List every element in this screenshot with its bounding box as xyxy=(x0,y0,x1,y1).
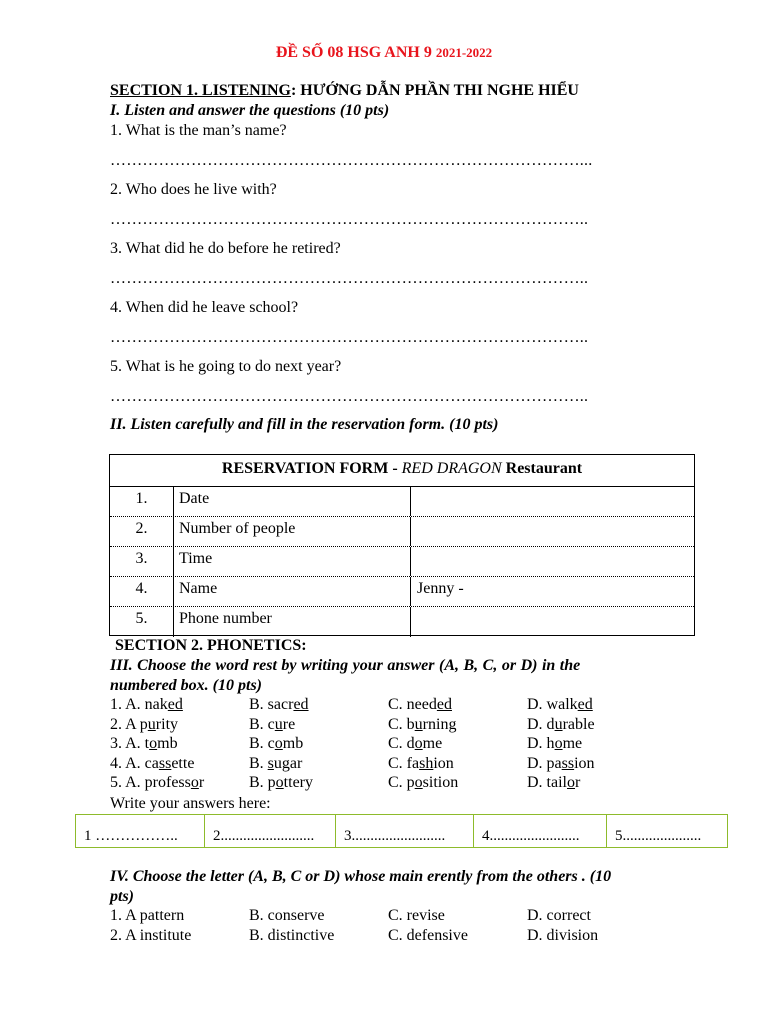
underlined-sound: o xyxy=(567,774,575,791)
part1-title: I. Listen and answer the questions (10 pts) xyxy=(110,102,390,119)
section1-label-rest: : HƯỚNG DẪN PHẦN THI NGHE HIỂU xyxy=(290,82,579,99)
phonetics-option: B. sacred xyxy=(249,696,309,713)
phonetics-option: B. comb xyxy=(249,735,304,752)
answer-line-2[interactable]: …………………………………………………………………………….. xyxy=(110,211,589,228)
row-field: Number of people xyxy=(174,517,411,546)
row-number: 1. xyxy=(110,487,174,516)
answer-box-4[interactable]: 4........................ xyxy=(474,815,607,847)
phonetics-option: C. position xyxy=(388,774,459,791)
row-value[interactable] xyxy=(411,517,694,546)
row-number: 3. xyxy=(110,547,174,576)
phonetics-option: D. tailor xyxy=(527,774,581,791)
phonetics-option: D. passion xyxy=(527,754,595,772)
row-number: 2. xyxy=(110,517,174,546)
reservation-row xyxy=(110,607,694,637)
reservation-row xyxy=(110,577,694,607)
phonetics-option: B. pottery xyxy=(249,774,313,791)
row-value[interactable] xyxy=(411,547,694,576)
reservation-row xyxy=(110,517,694,547)
underlined-sound: ed xyxy=(167,696,183,713)
row-value[interactable]: Jenny - xyxy=(417,580,464,597)
underlined-sound: u xyxy=(274,715,283,733)
underlined-sound: u xyxy=(147,715,156,733)
underlined-sound: o xyxy=(414,735,423,752)
phonetics-option: C. dome xyxy=(388,735,443,752)
part4-option: D. correct xyxy=(527,907,591,924)
underlined-sound: ed xyxy=(293,696,309,713)
part3-title-line1: III. Choose the word rest by writing your answer (A, B, C, or D) in the xyxy=(110,657,581,674)
question-5: 5. What is he going to do next year? xyxy=(110,358,342,375)
part4-option: C. defensive xyxy=(388,927,468,944)
part4-option: B. distinctive xyxy=(249,927,335,944)
part4-option: D. division xyxy=(527,927,599,944)
underlined-sound: ss xyxy=(561,754,575,772)
underlined-sound: o xyxy=(149,735,158,752)
part4-option: 2. A institute xyxy=(110,927,192,944)
underlined-sound: o xyxy=(275,774,284,791)
part4-title-line1: IV. Choose the letter (A, B, C or D) whose main erently from the others . (10 xyxy=(110,868,612,885)
exam-title-main: ĐỀ SỐ 08 HSG ANH 9 xyxy=(275,44,436,61)
part4-option: 1. A pattern xyxy=(110,907,185,924)
phonetics-option: 4. A. cassette xyxy=(110,754,195,772)
phonetics-option: D. durable xyxy=(527,715,595,733)
reservation-form-title xyxy=(110,455,694,487)
answer-line-3[interactable]: …………………………………………………………………………….. xyxy=(110,270,589,287)
underlined-sound: ed xyxy=(577,696,593,713)
row-field: Name xyxy=(174,577,411,606)
reservation-row xyxy=(110,547,694,577)
exam-title-year: 2021-2022 xyxy=(435,45,493,60)
underlined-sound: o xyxy=(274,735,283,752)
reservation-row xyxy=(110,487,694,517)
row-value[interactable] xyxy=(411,607,694,637)
underlined-sound: ss xyxy=(158,754,172,772)
phonetics-option: 5. A. professor xyxy=(110,774,205,791)
phonetics-option: D. walked xyxy=(527,696,593,713)
write-answers-label: Write your answers here: xyxy=(110,795,271,812)
phonetics-option: B. cure xyxy=(249,715,296,733)
phonetics-option: 1. A. naked xyxy=(110,696,183,713)
phonetics-option: C. needed xyxy=(388,696,452,713)
row-field: Date xyxy=(174,487,411,516)
section2-heading: SECTION 2. PHONETICS: xyxy=(115,637,307,654)
question-1: 1. What is the man’s name? xyxy=(110,122,287,139)
answer-box-1[interactable]: 1 …………….. xyxy=(76,815,205,847)
part3-title-line2: numbered box. (10 pts) xyxy=(110,677,262,694)
reservation-form xyxy=(109,454,695,636)
part2-title: II. Listen carefully and fill in the reservation form. (10 pts) xyxy=(110,416,499,433)
part4-title-line2: pts) xyxy=(110,888,134,905)
exam-title xyxy=(0,44,768,62)
phonetics-option: B. sugar xyxy=(249,754,303,772)
answer-box-row xyxy=(75,814,728,848)
section1-label: SECTION 1. LISTENING xyxy=(110,82,291,99)
section1-heading xyxy=(110,82,579,100)
answer-line-4[interactable]: …………………………………………………………………………….. xyxy=(110,329,589,346)
phonetics-option: 2. A purity xyxy=(110,715,179,733)
row-number: 5. xyxy=(110,607,174,637)
question-4: 4. When did he leave school? xyxy=(110,299,299,316)
phonetics-option: C. fashion xyxy=(388,754,454,772)
question-3: 3. What did he do before he retired? xyxy=(110,240,341,257)
reservation-title-c: Restaurant xyxy=(501,460,583,477)
reservation-title-restaurant: RED DRAGON xyxy=(401,460,502,477)
row-value[interactable] xyxy=(411,487,694,516)
part4-option: C. revise xyxy=(388,907,445,924)
row-number: 4. xyxy=(110,577,174,606)
answer-box-3[interactable]: 3......................... xyxy=(336,815,474,847)
answer-box-2[interactable]: 2......................... xyxy=(205,815,336,847)
answer-line-1[interactable]: ……………………………………………………………………………... xyxy=(110,152,593,169)
underlined-sound: sh xyxy=(419,754,434,772)
underlined-sound: s xyxy=(267,754,274,772)
question-2: 2. Who does he live with? xyxy=(110,181,277,198)
underlined-sound: o xyxy=(554,735,563,752)
row-field: Time xyxy=(174,547,411,576)
underlined-sound: ed xyxy=(436,696,452,713)
phonetics-option: 3. A. tomb xyxy=(110,735,178,752)
underlined-sound: o xyxy=(414,774,423,791)
underlined-sound: u xyxy=(554,715,563,733)
underlined-sound: o xyxy=(190,774,199,791)
answer-box-5[interactable]: 5..................... xyxy=(615,828,702,844)
phonetics-option: D. home xyxy=(527,735,583,752)
row-field: Phone number xyxy=(174,607,411,637)
underlined-sound: u xyxy=(414,715,423,733)
answer-line-5[interactable]: …………………………………………………………………………….. xyxy=(110,388,589,405)
phonetics-option: C. burning xyxy=(388,715,457,733)
part4-option: B. conserve xyxy=(249,907,325,924)
reservation-title-a: RESERVATION FORM - xyxy=(221,460,402,477)
